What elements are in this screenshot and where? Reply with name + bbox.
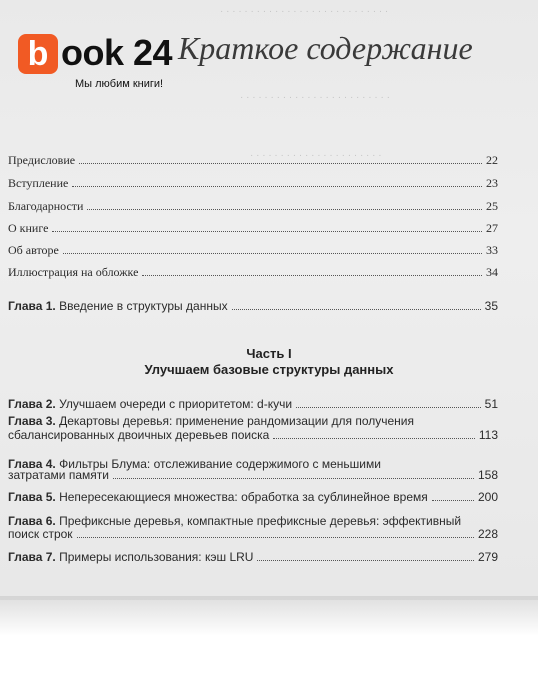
toc-chapter-1	[8, 297, 498, 313]
toc-label	[8, 397, 294, 411]
toc-page: 200	[477, 490, 498, 504]
toc-entry	[8, 197, 498, 213]
bleed-through-text: · · · · · · · · · · · · · · · · · · · · · · · · ·	[240, 92, 390, 103]
toc-page: 228	[477, 527, 498, 541]
toc-page: 22	[486, 153, 498, 167]
toc-leader	[87, 209, 482, 210]
toc-page: 35	[484, 299, 498, 313]
chapter-prefix: Глава 5.	[8, 490, 56, 504]
part-number: Часть I	[246, 346, 292, 361]
toc-label: затратами памяти	[8, 468, 109, 482]
toc-page: 33	[486, 243, 498, 257]
toc-entry	[8, 219, 498, 235]
toc-page: 51	[484, 397, 498, 411]
chapter-title: Примеры использования: кэш LRU	[59, 550, 254, 564]
toc-leader	[113, 478, 474, 479]
toc-label: Об авторе	[8, 243, 59, 257]
toc-entry	[8, 174, 498, 190]
chapter-title: Введение в структуры данных	[59, 299, 228, 313]
book24-logo	[14, 34, 184, 98]
chapter-prefix: Глава 3.	[8, 414, 56, 428]
chapter-prefix: Глава 1.	[8, 299, 56, 313]
toc-page: 158	[477, 468, 498, 482]
toc-page: 113	[478, 428, 498, 442]
toc-leader	[72, 186, 482, 187]
toc-page: 27	[486, 221, 498, 235]
toc-chapter-5	[8, 488, 498, 504]
chapter-prefix: Глава 6.	[8, 514, 56, 528]
toc-leader	[232, 309, 481, 310]
toc-chapter-4	[8, 466, 498, 482]
toc-leader	[432, 500, 474, 501]
toc-chapter-3	[8, 426, 498, 442]
toc-label: Предисловие	[8, 153, 76, 167]
toc-label: Благодарности	[8, 199, 84, 213]
chapter-prefix: Глава 7.	[8, 550, 56, 564]
toc-leader	[142, 275, 482, 276]
toc-page: 23	[486, 176, 498, 190]
toc-entry	[8, 263, 498, 279]
toc-label: Иллюстрация на обложке	[8, 265, 139, 279]
toc-label	[8, 490, 430, 504]
toc-leader	[63, 253, 482, 254]
toc-leader	[296, 407, 481, 408]
toc-label: О книге	[8, 221, 49, 235]
toc-entry	[8, 151, 498, 167]
toc-label: Вступление	[8, 176, 69, 190]
chapter-prefix: Глава 2.	[8, 397, 56, 411]
toc-chapter-7	[8, 548, 498, 564]
toc-chapter-2	[8, 395, 498, 411]
toc-entry	[8, 241, 498, 257]
toc-label	[8, 550, 255, 564]
bleed-through-text: · · · · · · · · · · · · · · · · · · · · · · · · · · · ·	[220, 6, 389, 17]
part-title: Улучшаем базовые структуры данных	[144, 362, 394, 377]
bleed-through-text: · · · · · · · · · · · · · · · · · · · · · ·	[250, 150, 382, 161]
page-edge-shadow	[0, 596, 538, 636]
toc-label: поиск строк	[8, 527, 73, 541]
logo-word: ook 24	[61, 32, 173, 73]
chapter-title: Префиксные деревья, компактные префиксные деревья: эффективный	[59, 514, 462, 528]
toc-chapter-6	[8, 525, 498, 541]
chapter-title: Фильтры Блума: отслеживание содержимого с меньшими	[59, 457, 381, 471]
chapter-title: Непересекающиеся множества: обработка за сублинейное время	[59, 490, 428, 504]
toc-leader	[77, 537, 474, 538]
toc-page: 25	[486, 199, 498, 213]
toc-page: 279	[477, 550, 498, 564]
chapter-title: Улучшаем очереди с приоритетом: d-кучи	[59, 397, 293, 411]
page-title: Краткое содержание	[178, 30, 473, 66]
toc-label: сбалансированных двоичных деревьев поиска	[8, 428, 270, 442]
chapter-title: Декартовы деревья: применение рандомизации для получения	[59, 414, 415, 428]
toc-leader	[52, 231, 482, 232]
logo-letter: b	[18, 34, 58, 74]
toc-label	[8, 299, 230, 313]
toc-leader	[257, 560, 474, 561]
toc-leader	[79, 163, 482, 164]
toc-leader	[273, 438, 475, 439]
toc-page: 34	[486, 265, 498, 279]
logo-tagline: Мы любим книги!	[75, 78, 164, 90]
chapter-prefix: Глава 4.	[8, 457, 56, 471]
